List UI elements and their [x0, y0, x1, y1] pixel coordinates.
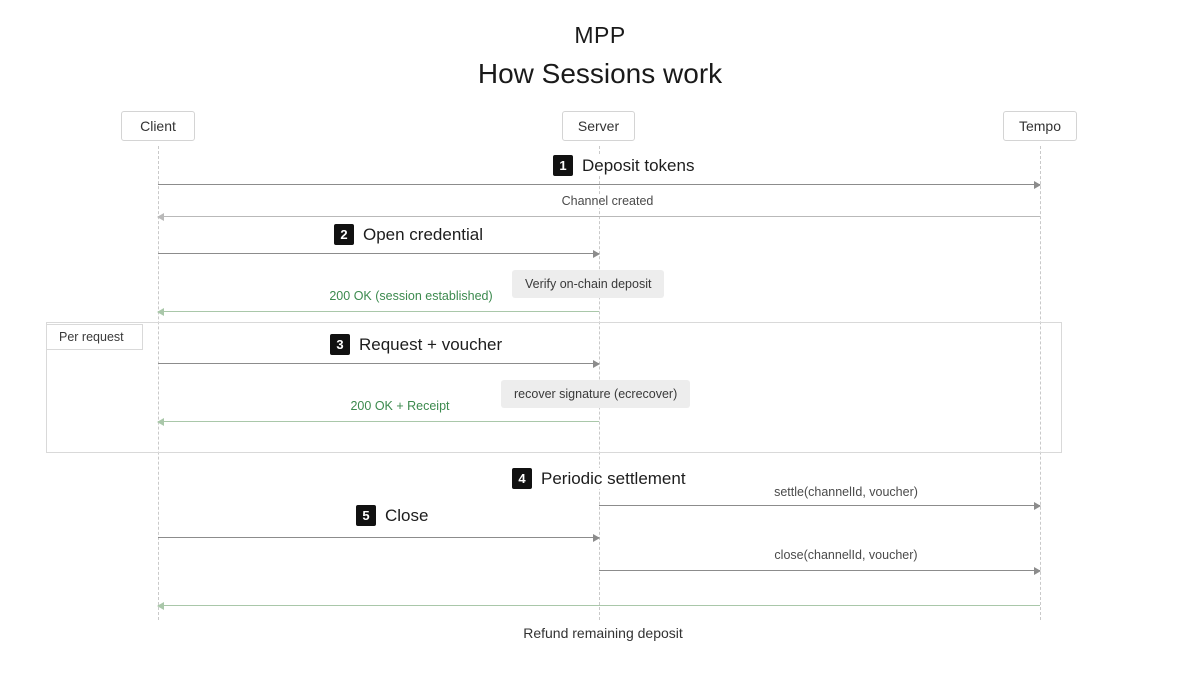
step-4-periodic-settlement [504, 468, 694, 489]
message-close-channel: close(channelId, voucher) [739, 548, 953, 562]
message-refund-remaining-deposit: Refund remaining deposit [523, 625, 683, 641]
arrow-refund [158, 605, 1040, 606]
arrowhead-right-icon [593, 250, 600, 258]
arrow-ok-receipt [158, 421, 599, 422]
actor-tempo[interactable]: Tempo [1003, 111, 1077, 141]
arrowhead-left-icon [157, 602, 164, 610]
message-settle: settle(channelId, voucher) [740, 485, 952, 499]
message-session-established: 200 OK (session established) [310, 289, 512, 303]
arrowhead-right-icon [1034, 181, 1041, 189]
arrowhead-left-icon [157, 418, 164, 426]
step-5-badge: 5 [356, 505, 376, 526]
arrow-open-credential [158, 253, 599, 254]
arrow-settle [599, 505, 1040, 506]
note-verify-on-chain-deposit: Verify on-chain deposit [512, 270, 664, 298]
arrow-close [158, 537, 599, 538]
note-recover-signature: recover signature (ecrecover) [501, 380, 690, 408]
step-3-request-voucher [322, 334, 510, 355]
arrowhead-left-icon [157, 308, 164, 316]
arrowhead-left-icon [157, 213, 164, 221]
step-1-deposit-tokens [545, 155, 702, 176]
arrowhead-right-icon [1034, 567, 1041, 575]
step-5-label: Close [385, 505, 429, 525]
step-4-badge: 4 [512, 468, 532, 489]
arrowhead-right-icon [593, 534, 600, 542]
arrowhead-right-icon [593, 360, 600, 368]
step-2-open-credential [326, 224, 491, 245]
step-1-label: Deposit tokens [582, 155, 695, 175]
arrow-close-channel [599, 570, 1040, 571]
step-4-label: Periodic settlement [541, 468, 686, 488]
step-1-badge: 1 [553, 155, 573, 176]
fragment-per-request-label: Per request [46, 324, 143, 350]
page-title: How Sessions work [477, 58, 723, 89]
message-channel-created: Channel created [520, 194, 695, 208]
arrow-session-established [158, 311, 599, 312]
arrow-request-voucher [158, 363, 599, 364]
message-ok-receipt: 200 OK + Receipt [334, 399, 466, 413]
arrowhead-right-icon [1034, 502, 1041, 510]
step-2-label: Open credential [363, 224, 484, 244]
arrow-channel-created [158, 216, 1040, 217]
step-5-close [348, 505, 436, 526]
actor-client[interactable]: Client [121, 111, 195, 141]
step-2-badge: 2 [334, 224, 354, 245]
brand-title: MPP [574, 22, 626, 48]
actor-server[interactable]: Server [562, 111, 635, 141]
arrow-deposit-tokens [158, 184, 1040, 185]
step-3-label: Request + voucher [359, 334, 503, 354]
step-3-badge: 3 [330, 334, 350, 355]
